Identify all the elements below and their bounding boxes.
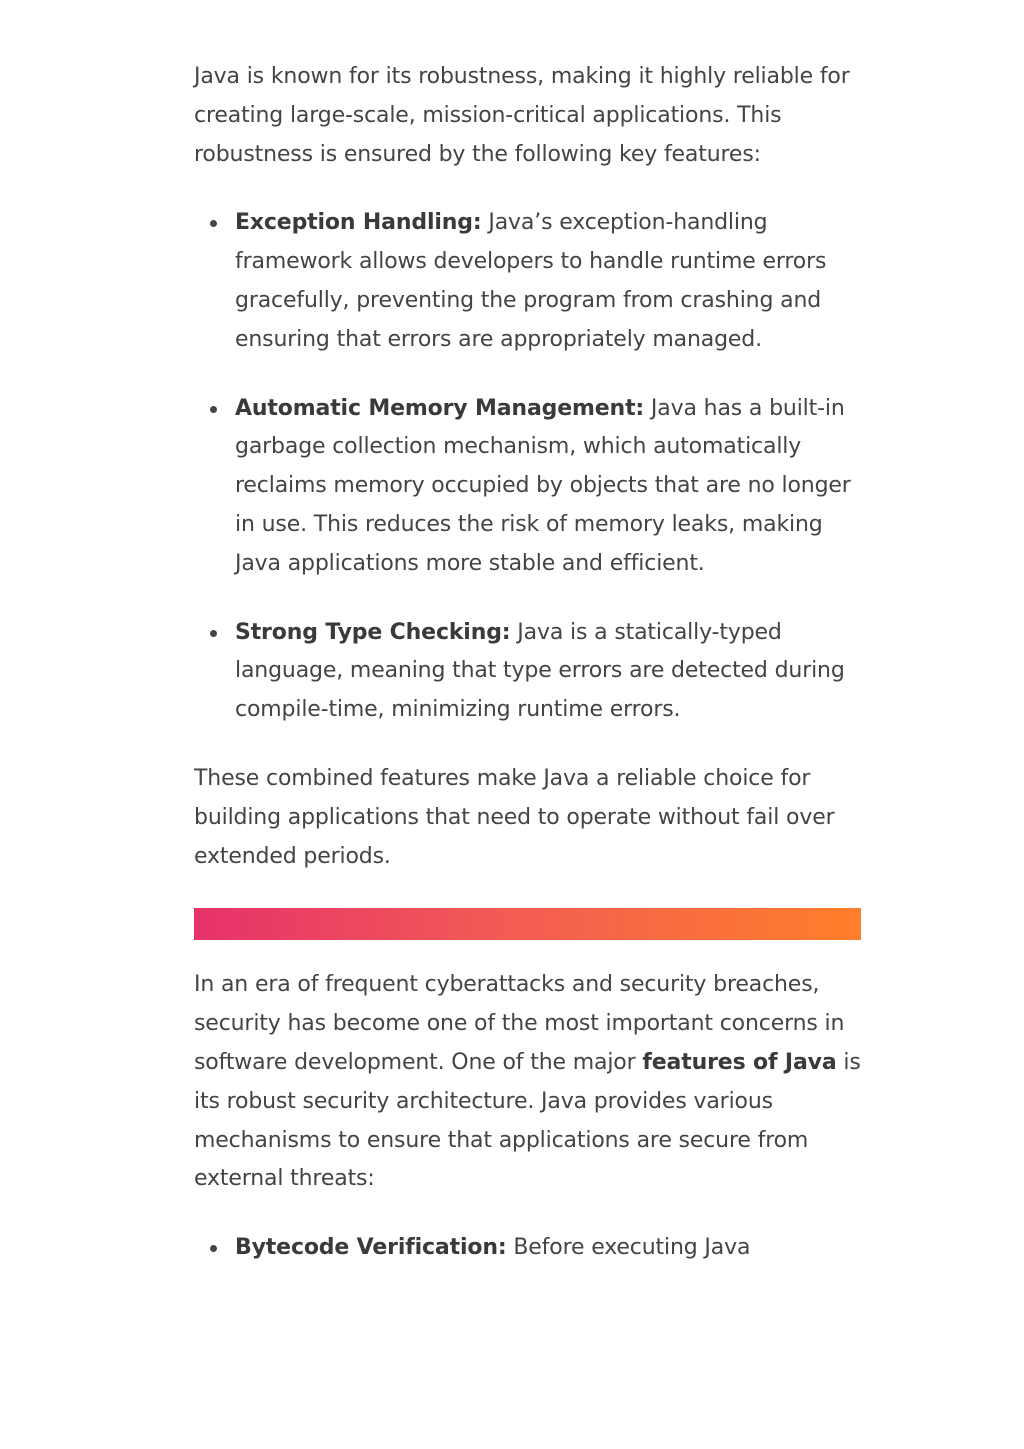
feature-text: Java has a built-in garbage collection mechanism, which automatically reclaims memory occupied by objects that are no longer in use. This reduces the risk of memory leaks, making Java applications more stable and efficient. — [235, 395, 851, 576]
robustness-feature-list — [194, 204, 862, 730]
list-item — [194, 204, 862, 359]
feature-text: Java is a statically-typed language, meaning that type errors are detected during compile-time, minimizing runtime errors. — [235, 619, 845, 723]
features-of-java-keyword: features of Java — [642, 1049, 837, 1075]
robustness-conclusion: These combined features make Java a reliable choice for building applications that need to operate without fail over extended periods. — [194, 765, 835, 869]
feature-term: Bytecode Verification: — [235, 1235, 507, 1261]
feature-term: Strong Type Checking: — [235, 619, 511, 645]
list-item — [194, 1229, 862, 1268]
feature-text: Java’s exception-handling framework allows developers to handle runtime errors gracefully, preventing the program from crashing and ensuring that errors are appropriately managed. — [235, 210, 827, 352]
robustness-intro: Java is known for its robustness, making it highly reliable for creating large-scale, mission-critical applications. This robustness is ensured by the following key features: — [194, 64, 850, 167]
feature-term: Automatic Memory Management: — [235, 395, 645, 421]
security-intro — [194, 966, 862, 1199]
feature-text: Before executing Java — [506, 1235, 751, 1261]
gradient-divider — [194, 908, 861, 940]
security-intro-text-2: is its robust security architecture. Java provides various mechanisms to ensure that applications are secure from external threats: — [194, 1049, 861, 1192]
feature-term: Exception Handling: — [235, 210, 482, 236]
list-item — [194, 614, 862, 730]
security-feature-list — [194, 1229, 862, 1268]
list-item — [194, 390, 862, 584]
article-body — [194, 58, 862, 1298]
security-intro-text-1: In an era of frequent cyberattacks and security breaches, security has become one of the most important concerns in software development. One of the major — [194, 972, 845, 1075]
